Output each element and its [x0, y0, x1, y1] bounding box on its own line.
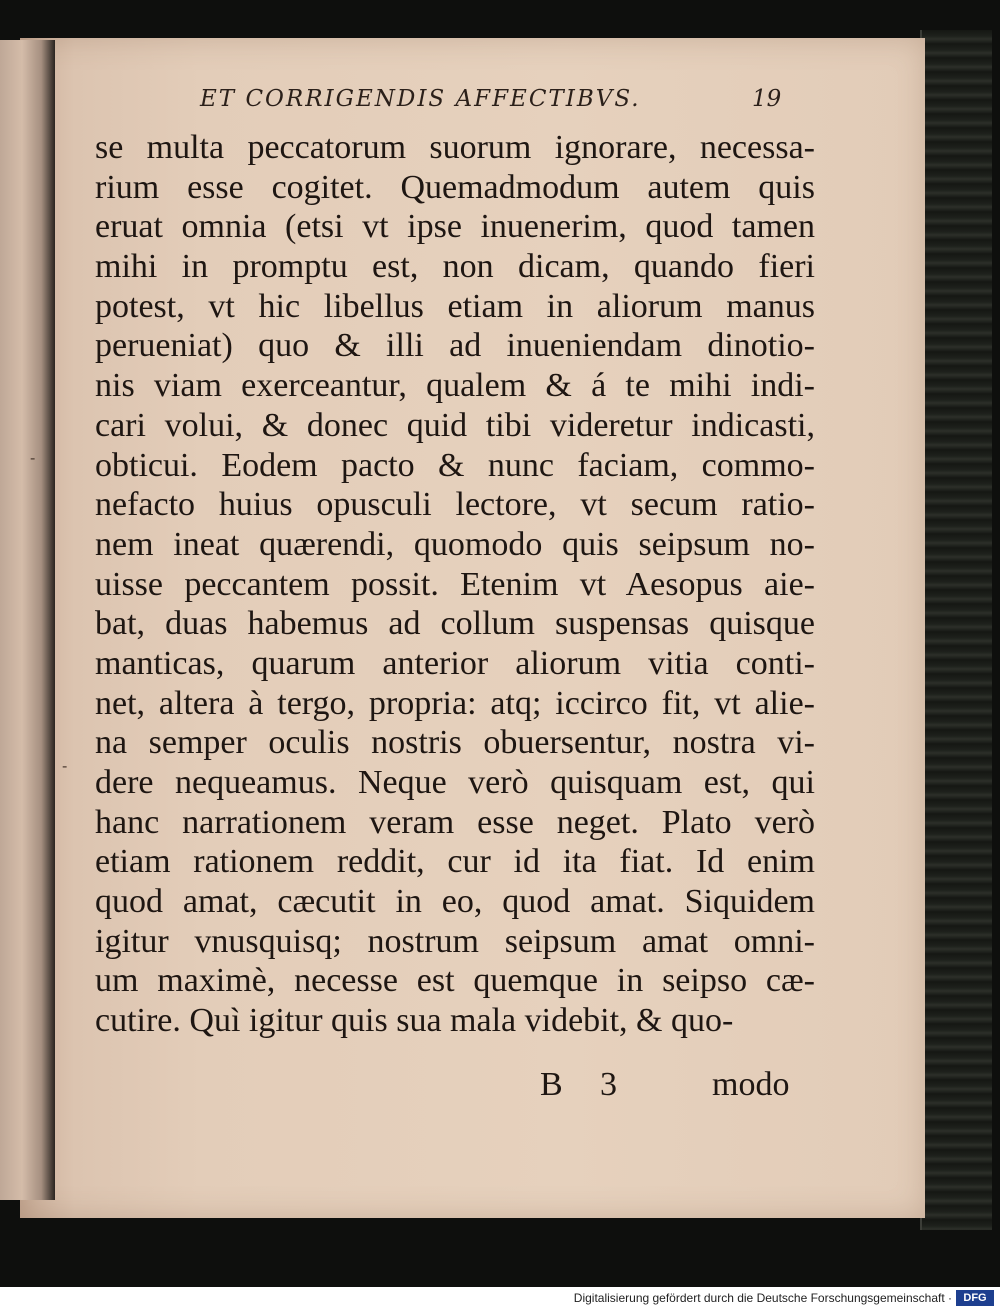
- text-line: manticas, quarum anterior aliorum vitia conti-: [95, 644, 815, 682]
- text-line: potest, vt hic libellus etiam in aliorum manus: [95, 287, 815, 325]
- text-line: cutire. Quì igitur quis sua mala videbit, & quo-: [95, 1002, 734, 1040]
- signature-number: 3: [600, 1066, 617, 1103]
- dfg-logo: DFG: [956, 1290, 994, 1306]
- digitization-credit: Digitalisierung gefördert durch die Deutsche Forschungsgemeinschaft ·: [573, 1291, 952, 1305]
- text-line: mihi in promptu est, non dicam, quando fieri: [95, 248, 815, 286]
- text-line: quod amat, cæcutit in eo, quod amat. Siquidem: [95, 883, 815, 921]
- text-line: igitur vnusquisq; nostrum seipsum amat omni-: [95, 922, 815, 960]
- text-line: na semper oculis nostris obuersentur, nostra vi-: [95, 724, 815, 762]
- text-line: obticui. Eodem pacto & nunc faciam, commo-: [95, 446, 815, 484]
- folio-number: 19: [752, 86, 782, 112]
- text-line: nefacto huius opusculi lectore, vt secum ratio-: [95, 486, 815, 524]
- text-line: dere nequeamus. Neque verò quisquam est, qui: [95, 764, 815, 801]
- margin-mark: -: [30, 450, 36, 467]
- signature-mark: B: [540, 1066, 563, 1103]
- text-line: se multa peccatorum suorum ignorare, necessa-: [95, 129, 815, 166]
- text-line: perueniat) quo & illi ad inueniendam dinotio-: [95, 327, 815, 365]
- text-line: etiam rationem reddit, cur id ita fiat. Id enim: [95, 843, 815, 881]
- text-line: hanc narrationem veram esse neget. Plato verò: [95, 803, 815, 841]
- page-body: [95, 128, 815, 1041]
- margin-mark: -: [62, 758, 68, 775]
- book-binding: [0, 40, 55, 1200]
- text-line: bat, duas habemus ad collum suspensas quisque: [95, 605, 815, 643]
- text-line: nis viam exerceantur, qualem & á te mihi indi-: [95, 367, 815, 405]
- book-cover-edge: [920, 30, 992, 1230]
- text-line: cari volui, & donec quid tibi videretur indicasti,: [95, 406, 815, 444]
- text-line: nem ineat quærendi, quomodo quis seipsum no-: [95, 525, 815, 563]
- text-line: uisse peccantem possit. Etenim vt Aesopus aie-: [95, 565, 815, 603]
- text-line: um maximè, necesse est quemque in seipso cæ-: [95, 962, 815, 1000]
- catchword: modo: [712, 1066, 790, 1103]
- text-line: net, altera à tergo, propria: atq; iccirco fit, vt alie-: [95, 684, 815, 722]
- running-head: ET CORRIGENDIS AFFECTIBVS.: [200, 86, 641, 112]
- text-line: rium esse cogitet. Quemadmodum autem quis: [95, 168, 815, 206]
- text-line: eruat omnia (etsi vt ipse inuenerim, quod tamen: [95, 208, 815, 246]
